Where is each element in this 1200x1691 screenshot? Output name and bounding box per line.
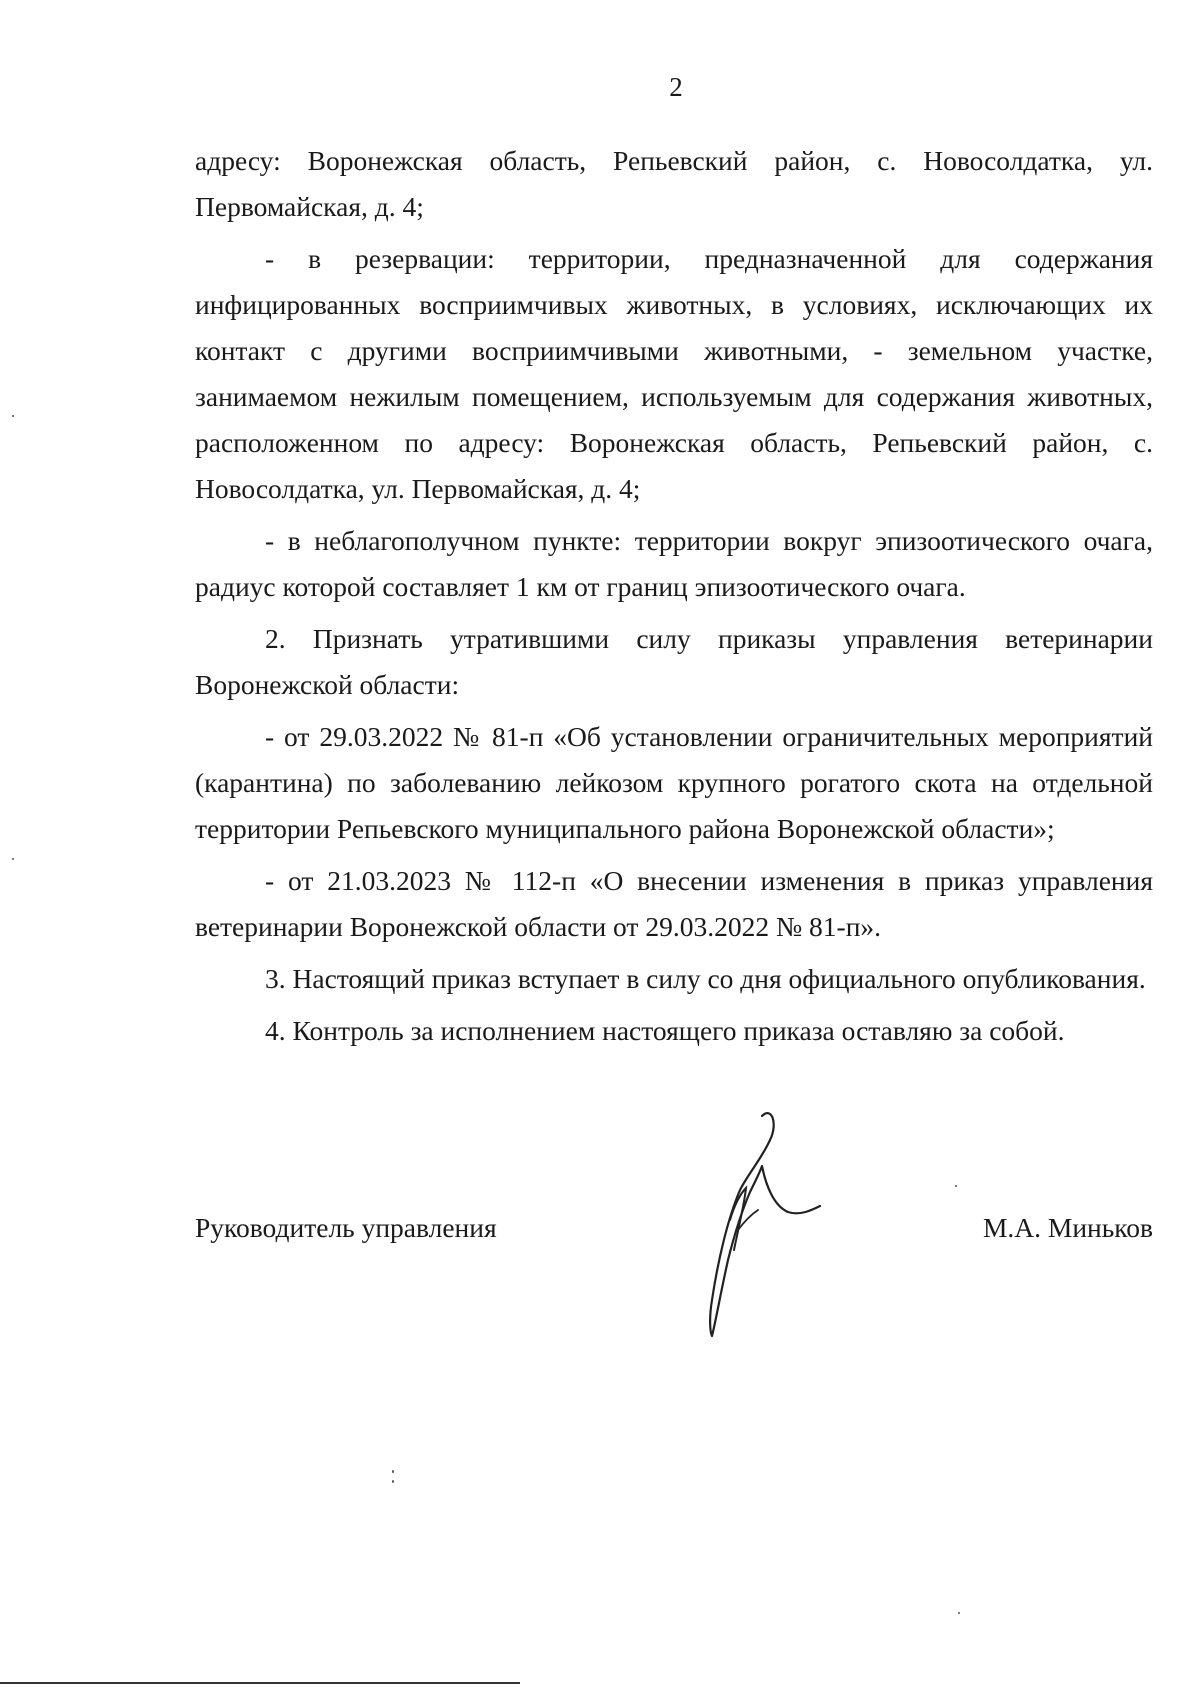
paragraph-address-continuation: адресу: Воронежская область, Репьевский район, с. Новосолдатка, ул. Первомайская, д. 4;: [195, 145, 1153, 222]
scan-speck: [12, 858, 14, 860]
paragraph-item-2: 2. Признать утратившими силу приказы управления ветеринарии Воронежской области:: [195, 623, 1153, 700]
document-body: [195, 138, 1153, 1060]
paragraph-order-112: - от 21.03.2023 № 112-п «О внесении изменения в приказ управления ветеринарии Воронежской области от 29.03.2022 № 81-п».: [195, 865, 1153, 942]
bottom-edge-rule: [0, 1682, 520, 1684]
scan-speck: [12, 415, 14, 417]
paragraph-item-3: 3. Настоящий приказ вступает в силу со дня официального опубликования.: [265, 963, 1146, 994]
page-number: 2: [669, 72, 683, 102]
signatory-name: М.А. Миньков: [982, 1212, 1153, 1243]
paragraph-order-81: - от 29.03.2022 № 81-п «Об установлении ограничительных мероприятий (карантина) по заболеванию лейкозом крупного рогатого скота на отдельной территории Репьевского муниципального района Воронежской области»;: [195, 721, 1153, 844]
scan-speck: [392, 1480, 394, 1483]
handwritten-signature-icon: [700, 1110, 830, 1340]
signatory-position: Руководитель управления: [195, 1212, 497, 1243]
scan-speck: [958, 1612, 960, 1614]
scan-speck: [392, 1470, 394, 1473]
scan-speck: [955, 1185, 957, 1187]
paragraph-item-4: 4. Контроль за исполнением настоящего приказа оставляю за собой.: [265, 1015, 1065, 1046]
paragraph-unfavorable-point: - в неблагополучном пункте: территории вокруг эпизоотического очага, радиус которой составляет 1 км от границ эпизоотического очага.: [195, 525, 1153, 602]
paragraph-reservation: - в резервации: территории, предназначенной для содержания инфицированных восприимчивых животных, в условиях, исключающих их контакт с другими восприимчивыми животными, - земельном участке, занимаемом нежилым помещением, используемым для содержания животных, расположенном по адресу: Воронежская область, Репьевский район, с. Новосолдатка, ул. Первомайская, д. 4;: [195, 243, 1153, 504]
